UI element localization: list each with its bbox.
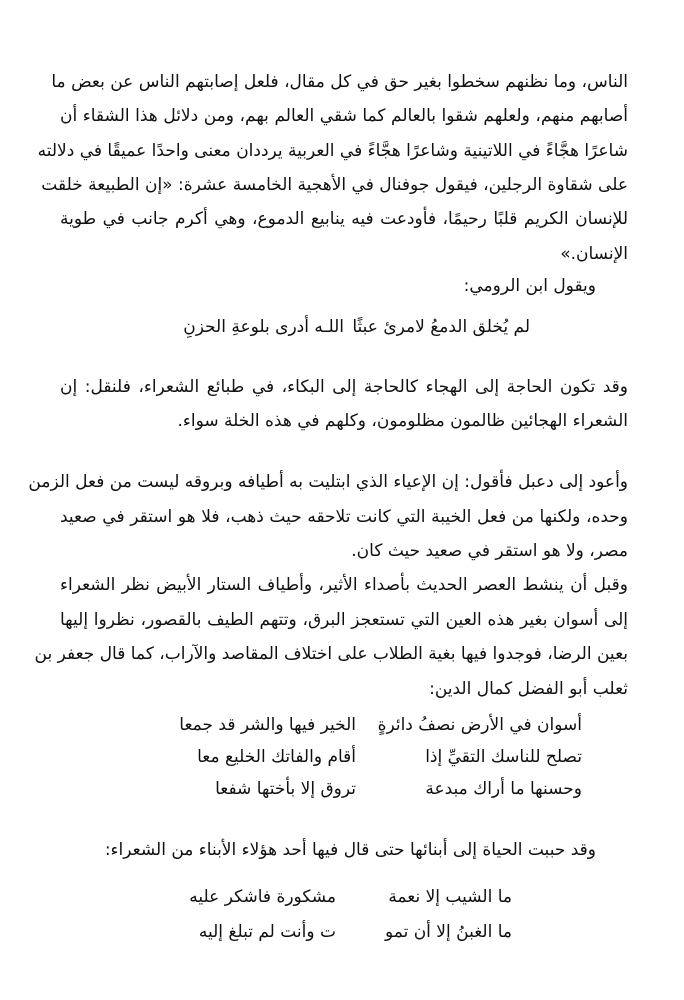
paragraph-line: للإنسان الكريم قلبًا رحيمًا، فأودعت فيه ينابيع الدموع، وهي أكرم جانب في طوية (60, 209, 628, 229)
paragraph-line: مصر، ولا هو استقر في صعيد حيث كان. (351, 541, 628, 561)
verse-hemistich-left: الخير فيها والشر قد جمعا (179, 715, 356, 735)
paragraph-line: الشعراء الهجائين ظالمون مظلومون، وكلهم في هذه الخلة سواء. (177, 411, 628, 431)
paragraph-line: وحده، ولكنها من فعل الخيبة التي كانت تلاحقه حيث ذهب، فلا هو استقر في صعيد (60, 507, 628, 527)
paragraph-line: على شقاوة الرجلين، فيقول جوفنال في الأهجية الخامسة عشرة: «إن الطبيعة خلقت (41, 175, 628, 195)
paragraph-line: وقبل أن ينشط العصر الحديث بأصداء الأثير، وأطياف الستار الأبيض نظر الشعراء (60, 575, 628, 595)
paragraph-line: شاعرًا هجَّاءً في اللاتينية وشاعرًا هجَّاءً في العربية يرددان معنى واحدًا عميقًا في دلالته (37, 141, 628, 161)
verse-line (0, 775, 684, 803)
verse-line (0, 883, 684, 911)
verse-intro: ويقول ابن الرومي: (463, 276, 596, 296)
verse-line (0, 743, 684, 771)
verse-hemistich-left: تروق إلا بأختها شفعا (215, 779, 356, 799)
verse-hemistich-right: تصلح للناسك التقيِّ إذا (425, 747, 582, 767)
paragraph-line: ثعلب أبو الفضل كمال الدين: (429, 679, 628, 699)
paragraph-line: وقد تكون الحاجة إلى الهجاء كالحاجة إلى البكاء، في طبائع الشعراء، فلنقل: إن (60, 377, 628, 397)
paragraph-line: الإنسان.» (560, 244, 628, 264)
verse-hemistich-right: ما الشيب إلا نعمة (388, 887, 512, 907)
paragraph-line: الناس، وما نظنهم سخطوا بغير حق في كل مقال، فلعل إصابتهم الناس عن بعض ما (51, 72, 628, 92)
verse-hemistich-left: مشكورة فاشكر عليه (189, 887, 336, 907)
verse-line (0, 711, 684, 739)
verse-hemistich-right: وحسنها ما أراك مبدعة (425, 779, 582, 799)
verse-hemistich-left: اللـه أدرى بلوعةِ الحزنِ (183, 317, 344, 337)
verse-hemistich-right: لم يُخلق الدمعُ لامرئ عبثًا (352, 317, 530, 337)
paragraph-line: بعين الرضا، فوجدوا فيها بغية الطلاب على اختلاف المقاصد والآراب، كما قال جعفر بن (34, 644, 628, 664)
verse-hemistich-right: ما الغبنُ إلا أن تمو (384, 922, 512, 942)
verse-hemistich-left: أقام والفاتك الخليع معا (197, 747, 356, 767)
paragraph-line: وقد حببت الحياة إلى أبنائها حتى قال فيها أحد هؤلاء الأبناء من الشعراء: (104, 840, 596, 860)
verse-line (0, 313, 684, 341)
paragraph-line: وأعود إلى دعبل فأقول: إن الإعياء الذي ابتليت به أطيافه وبروقه ليست من فعل الزمن (28, 472, 628, 492)
paragraph-line: إلى أسوان بغير هذه العين التي تستعجز البرق، وتتهم الطيف بالقصور، نظروا إليها (60, 610, 628, 630)
verse-hemistich-right: أسوان في الأرض نصفُ دائرةٍ (377, 715, 582, 735)
verse-line (0, 918, 684, 946)
paragraph-line: أصابهم منهم، ولعلهم شقوا بالعالم كما شقي العالم بهم، ومن دلائل هذا الشقاء أن (60, 106, 628, 126)
verse-hemistich-left: ت وأنت لم تبلغ إليه (198, 922, 336, 942)
